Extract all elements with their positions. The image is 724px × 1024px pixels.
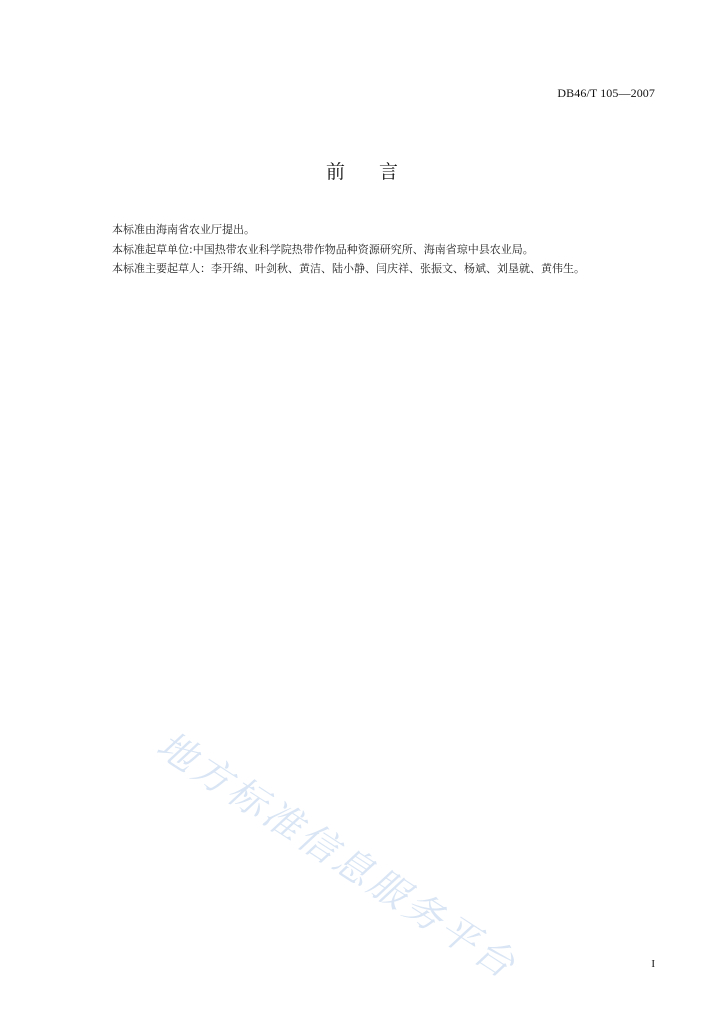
page-title [0,157,724,184]
document-code: DB46/T 105—2007 [557,86,655,100]
title-char-2: 言 [379,161,399,183]
paragraph-drafting-units: 本标准起草单位:中国热带农业科学院热带作物品种资源研究所、海南省琼中县农业局。 [112,242,534,256]
foreword-body [112,220,672,279]
watermark: 地方标准信息服务平台 [149,722,526,989]
title-char-1: 前 [325,161,345,183]
paragraph-drafters: 本标准主要起草人：李开绵、叶剑秋、黄洁、陆小静、闫庆祥、张振文、杨斌、刘垦就、黄伟生。 [112,262,585,275]
paragraph-proposer: 本标准由海南省农业厅提出。 [112,223,255,236]
page-number: I [651,958,655,970]
